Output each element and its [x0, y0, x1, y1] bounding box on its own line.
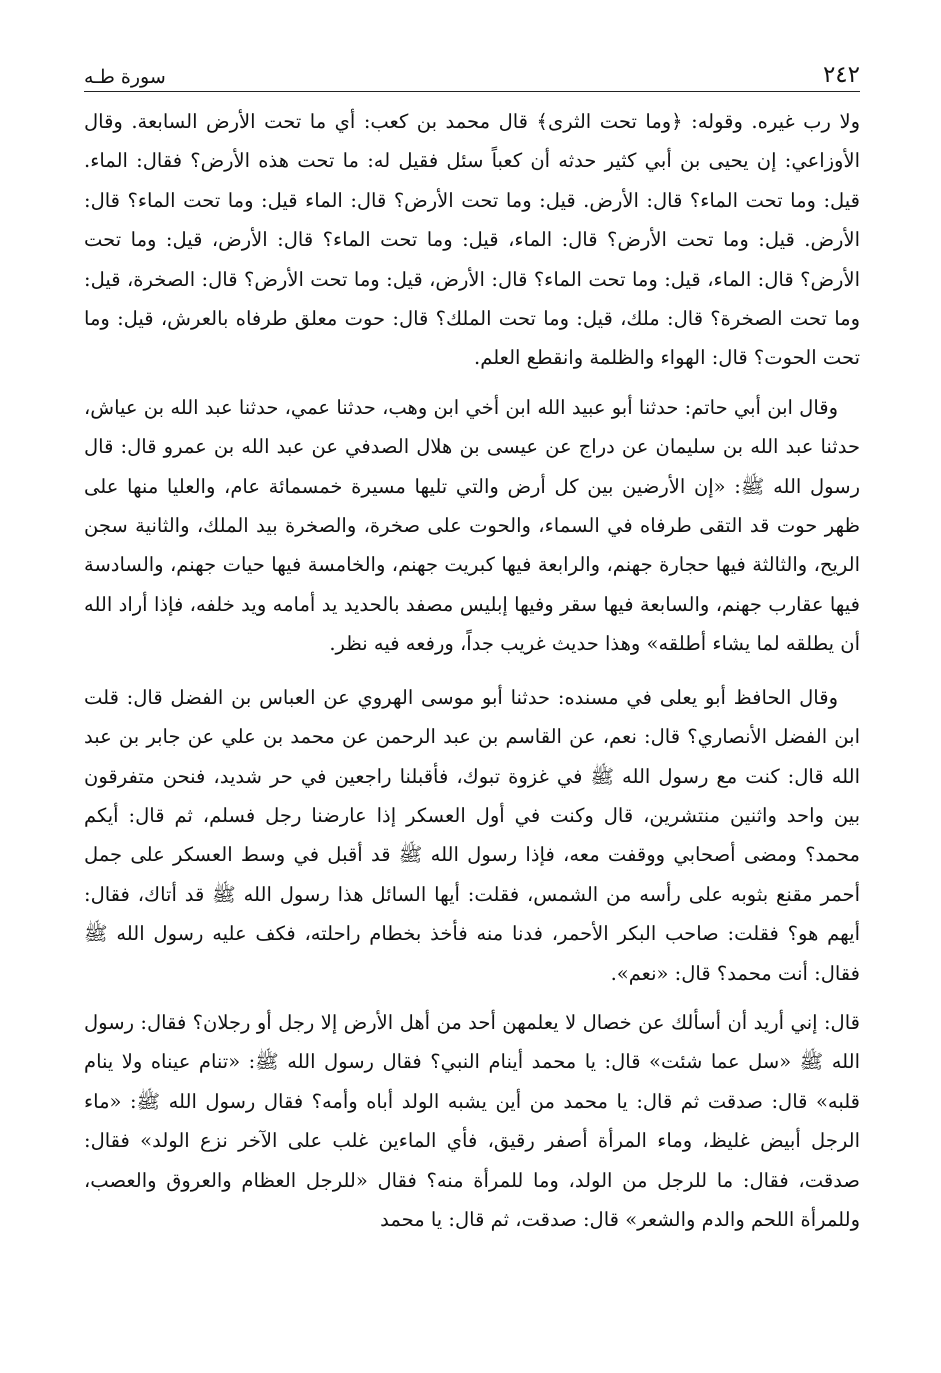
page-body: [84, 102, 860, 1239]
book-page: [84, 48, 860, 1348]
paragraph-kaab-narration: ولا رب غيره. وقوله: ﴿وما تحت الثرى﴾ قال محمد بن كعب: أي ما تحت الأرض السابعة. وقال الأوزاعي: إن يحيى بن أبي كثير حدثه أن كعباً سئل فقيل له: ما تحت هذه الأرض؟ فقال: الماء. قيل: وما تحت الماء؟ قال: الأرض. قيل: وما تحت الأرض؟ قال: الماء قيل: وما تحت الماء؟ قال: الأرض. قيل: وما تحت الأرض؟ قال: الماء، قيل: وما تحت الماء؟ قال: الأرض، قيل: وما تحت الأرض؟ قال: الماء، قيل: وما تحت الماء؟ قال: الأرض، قيل: وما تحت الأرض؟ قال: الصخرة، قيل: وما تحت الصخرة؟ قال: ملك، قيل: وما تحت الملك؟ قال: حوت معلق طرفاه بالعرش، قيل: وما تحت الحوت؟ قال: الهواء والظلمة وانقطع العلم.: [84, 110, 860, 370]
page-number: ٢٤٢: [822, 62, 860, 88]
paragraph-questions: قال: إني أريد أن أسألك عن خصال لا يعلمهن أحد من أهل الأرض إلا رجل أو رجلان؟ فقال: رسول الله ﷺ «سل عما شئت» قال: يا محمد أينام النبي؟ فقال رسول الله ﷺ: «تنام عيناه ولا ينام قلبه» قال: صدقت ثم قال: يا محمد من أين يشبه الولد أباه وأمه؟ فقال رسول الله ﷺ: «ماء الرجل أبيض غليظ، وماء المرأة أصفر رقيق، فأي الماءين غلب على الآخر نزع الولد» فقال: صدقت، فقال: ما للرجل من الولد، وما للمرأة منه؟ فقال «للرجل العظام والعروق والعصب، وللمرأة اللحم والدم والشعر» قال: صدقت، ثم قال: يا محمد: [84, 1010, 860, 1231]
page-header: [84, 48, 860, 92]
paragraph-ibn-abi-hatim: وقال ابن أبي حاتم: حدثنا أبو عبيد الله ابن أخي ابن وهب، حدثنا عمي، حدثنا عبد الله بن عياش، حدثنا عبد الله بن سليمان عن دراج عن عيسى بن هلال الصدفي عن عبد الله بن عمرو قال: قال رسول الله ﷺ: «إن الأرضين بين كل أرض والتي تليها مسيرة خمسمائة عام، والعليا منها على ظهر حوت قد التقى طرفاه في السماء، والحوت على صخرة، والصخرة بيد الملك، والثانية سجن الريح، والثالثة فيها حجارة جهنم، والرابعة فيها كبريت جهنم، والخامسة فيها حيات جهنم، والسادسة فيها عقارب جهنم، والسابعة فيها سقر وفيها إبليس مصفد بالحديد يد أمامه ويد خلفه، فإذا أراد الله أن يطلقه لما يشاء أطلقه» وهذا حديث غريب جداً، ورفعه فيه نظر.: [84, 395, 860, 656]
surah-title: سورة طـه: [84, 66, 166, 88]
paragraph-abu-yala: وقال الحافظ أبو يعلى في مسنده: حدثنا أبو موسى الهروي عن العباس بن الفضل قال: قلت ابن الفضل الأنصاري؟ قال: نعم، عن القاسم بن عبد الرحمن عن محمد بن علي عن جابر بن عبد الله قال: كنت مع رسول الله ﷺ في غزوة تبوك، فأقبلنا راجعين في حر شديد، فنحن متفرقون بين واحد واثنين منتشرين، قال وكنت في أول العسكر إذا عارضنا رجل فسلم، ثم قال: أيكم محمد؟ ومضى أصحابي ووقفت معه، فإذا رسول الله ﷺ قد أقبل في وسط العسكر على جمل أحمر مقنع بثوبه على رأسه من الشمس، فقلت: أيها السائل هذا رسول الله ﷺ قد أتاك، فقال: أيهم هو؟ فقلت: صاحب البكر الأحمر، فدنا منه فأخذ بخطام راحلته، فكف عليه رسول الله ﷺ فقال: أنت محمد؟ قال: «نعم».: [84, 685, 860, 985]
